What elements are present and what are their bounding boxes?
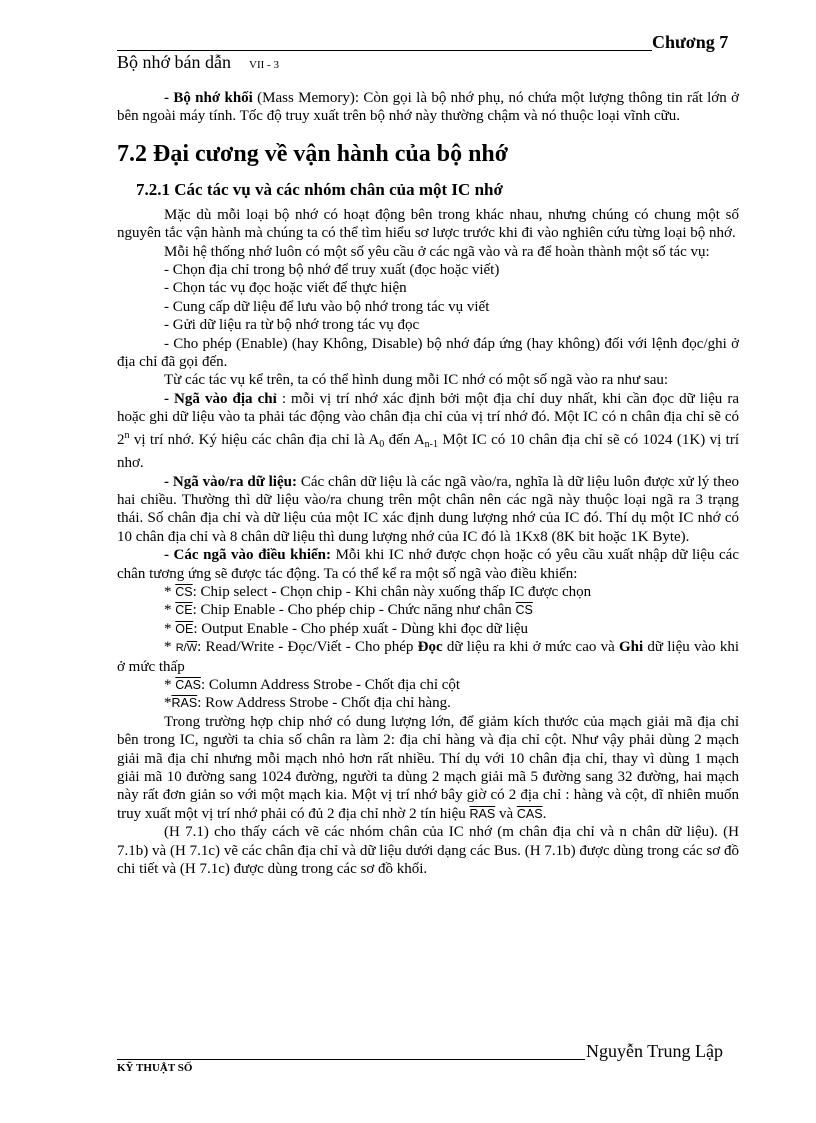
signal-rw-r: R/ xyxy=(175,642,187,655)
address-text-2: vị trí nhớ. Ký hiệu các chân địa chỉ là A xyxy=(129,431,380,448)
data-text: Các chân dữ liệu là các ngã vào/ra, nghĩa là dữ liệu luôn được xử lý theo hai chiều. Thường thì dữ liệu vào/ra chung trên một chân nên các ngã này thuộc loại ngã ra 3 trạng thái. Số chân địa chỉ và dữ liệu của một IC xác định dung lượng nhớ của IC đó. Thí dụ một IC nhớ có 10 chân địa chỉ và 8 chân dữ liệu thì dung lượng nhớ của IC đó là 1Kx8 (8K bit hoặc 1K Byte). xyxy=(117,473,739,545)
header-page-number: VII - 3 xyxy=(249,59,279,71)
footer-book-title: KỸ THUẬT SỐ xyxy=(117,1062,193,1074)
control-term: - Các ngã vào điều khiển: xyxy=(164,547,332,564)
address-sub-n1: n-1 xyxy=(424,438,439,450)
header-rule xyxy=(117,50,652,51)
signal-rw: * $R/\overline{W}$: Read/Write - Đọc/Viết - Cho phép Đọc dữ liệu ra khi ở mức cao và Ghi dữ liệu vào khi ở mức thấp xyxy=(117,639,740,675)
control-paragraph xyxy=(117,546,739,583)
signal-ce-ref: $\overline{CS}$ xyxy=(515,603,533,618)
signal-cs-name: $\overline{CS}$ xyxy=(175,584,193,599)
paragraph-5: (H 7.1) cho thấy cách vẽ các nhóm chân của IC nhớ (m chân địa chỉ và n chân dữ liệu). (H 7.1b) và (H 7.1c) vẽ các chân địa chỉ và dữ liệu dưới dạng các Bus. (H 7.1b) được dùng trong các sơ đồ chi tiết và (H 7.1c) được dùng trong các sơ đồ khối. xyxy=(117,824,739,878)
task-item: - Cung cấp dữ liệu để lưu vào bộ nhớ trong tác vụ viết xyxy=(164,298,490,315)
address-text-1: : mỗi vị trí nhớ xác định bởi một địa chỉ duy nhất, khi cần đọc dữ liệu ra hoặc ghi dữ liệu vào ta phải tác động vào chân địa chỉ của vị trí nhớ đó. Một IC có n chân địa chỉ sẽ có 2 xyxy=(117,390,739,448)
footer-rule xyxy=(117,1059,585,1060)
address-sup-n: n xyxy=(124,429,130,441)
address-sub-0: 0 xyxy=(379,438,385,450)
paragraph-4 xyxy=(117,713,739,823)
task-item: - Chọn địa chỉ trong bộ nhớ để truy xuất (đọc hoặc viết) xyxy=(164,262,500,279)
paragraph-4-text: Trong trường hợp chip nhớ có dung lượng lớn, để giảm kích thước của mạch giải mã địa chỉ bên trong IC, người ta chia số chân ra làm 2: địa chỉ hàng và địa chỉ cột. Như vậy phải dùng 2 mạch giải mã địa chỉ nhưng mỗi mạch nhỏ hơn rất nhiều. Thí dụ với 10 chân địa chỉ, thay vì dùng 1 mạch giải mã 10 đường sang 1024 đường, người ta dùng 2 mạch giải mã 5 đường sang 32 đường, hai mạch này rất đơn giản so với một mạch kia. Một vị trí nhớ bây giờ có 2 địa chỉ : hàng và cột, dĩ nhiên muốn truy xuất một vị trí nhớ phải có đủ 2 địa chỉ nhờ 2 tín hiệu xyxy=(117,713,739,822)
control-text: Mỗi khi IC nhớ được chọn hoặc có yêu cầu xuất nhập dữ liệu các chân tương ứng sẽ được tác động. Ta có thể kể ra một số ngã vào điều khiển: xyxy=(117,547,739,582)
address-paragraph xyxy=(117,390,739,473)
paragraph-1: Mặc dù mỗi loại bộ nhớ có hoạt động bên trong khác nhau, nhưng chúng có chung một số nguyên tắc vận hành mà chúng ta có thể tìm hiểu sơ lược trước khi đi vào nghiên cứu từng loại bộ nhớ. xyxy=(117,206,739,242)
signal-ce: * $\overline{CE}$: Chip Enable - Cho phép chip - Chức năng như chân $\overline{CS}$ xyxy=(164,602,533,619)
page-body xyxy=(117,89,739,878)
data-paragraph xyxy=(117,473,739,547)
signal-rw-w: $\overline{W}$ xyxy=(186,642,198,655)
paragraph-4-end: . xyxy=(542,805,547,822)
header-title xyxy=(117,52,279,73)
signal-cas: * $\overline{CAS}$: Column Address Strobe - Chốt địa chỉ cột xyxy=(164,676,461,693)
signal-ras: $*\overline{RAS}$: Row Address Strobe - Chốt địa chỉ hàng. xyxy=(164,695,451,712)
signal-cas-text: : Column Address Strobe - Chốt địa chỉ cột xyxy=(200,676,461,693)
address-term: - Ngã vào địa chỉ xyxy=(164,390,277,407)
signal-ras-text: : Row Address Strobe - Chốt địa chỉ hàng. xyxy=(197,695,451,712)
address-text-3: đến A xyxy=(384,431,425,448)
header-title-text: Bộ nhớ bán dẫn xyxy=(117,52,232,72)
footer-author: Nguyễn Trung Lập xyxy=(586,1041,724,1061)
signal-rw-text-3: dữ liệu vào khi ở mức thấp xyxy=(117,639,740,675)
paragraph-4-cas: $\overline{CAS}$ xyxy=(516,806,543,821)
paragraph-3: Từ các tác vụ kể trên, ta có thể hình dung mỗi IC nhớ có một số ngã vào ra như sau: xyxy=(164,372,669,389)
signal-ce-text: : Chip Enable - Cho phép chip - Chức năng như chân xyxy=(192,602,516,619)
signal-rw-text-2: dữ liệu ra khi ở mức cao và xyxy=(442,639,619,656)
task-item: - Chọn tác vụ đọc hoặc viết để thực hiện xyxy=(164,280,407,297)
signal-cs: * $\overline{CS}$: Chip select - Chọn chip - Khi chân này xuống thấp IC được chọn xyxy=(164,583,592,600)
signal-oe-text: : Output Enable - Cho phép xuất - Dùng khi đọc dữ liệu xyxy=(193,620,529,637)
paragraph-2: Mỗi hệ thống nhớ luôn có một số yêu cầu ở các ngã vào và ra để hoàn thành một số tác vụ: xyxy=(164,243,710,260)
paragraph-4-and: và xyxy=(495,805,517,822)
intro-paragraph xyxy=(117,89,739,126)
signal-rw-text-1: : Read/Write - Đọc/Viết - Cho phép xyxy=(197,639,418,656)
task-item: - Gửi dữ liệu ra từ bộ nhớ trong tác vụ đọc xyxy=(164,317,420,334)
signal-rw-write: Ghi xyxy=(618,639,644,656)
subsection-heading: 7.2.1 Các tác vụ và các nhóm chân của một IC nhớ xyxy=(136,179,503,199)
signal-ce-name: $\overline{CE}$ xyxy=(175,603,193,618)
data-term: - Ngã vào/ra dữ liệu: xyxy=(164,473,297,490)
task-item: - Cho phép (Enable) (hay Không, Disable) bộ nhớ đáp ứng (hay không) đối với lệnh đọc/ghi ở địa chỉ đã gọi đến. xyxy=(117,335,739,371)
address-text-4: Một IC có 10 chân địa chỉ sẽ có 1024 (1K) vị trí nhơ. xyxy=(117,431,740,472)
paragraph-4-ras: $\overline{RAS}$ xyxy=(469,806,496,821)
chapter-label: Chương 7 xyxy=(652,32,729,52)
signal-cs-text: : Chip select - Chọn chip - Khi chân này xuống thấp IC được chọn xyxy=(192,583,592,600)
intro-text: (Mass Memory): Còn gọi là bộ nhớ phụ, nó chứa một lượng thông tin rất lớn ở bên ngoài máy tính. Tốc độ truy xuất trên bộ nhớ này thường chậm và nó thuộc loại vĩnh cữu. xyxy=(117,90,740,125)
signal-oe-name: $\overline{OE}$ xyxy=(175,621,194,636)
section-heading: 7.2 Đại cương về vận hành của bộ nhớ xyxy=(117,140,509,167)
signal-ras-name: $\overline{RAS}$ xyxy=(171,696,198,711)
signal-oe: * $\overline{OE}$: Output Enable - Cho phép xuất - Dùng khi đọc dữ liệu xyxy=(164,620,529,637)
signal-cas-name: $\overline{CAS}$ xyxy=(175,677,201,692)
signal-rw-read: Đọc xyxy=(417,639,443,656)
intro-term: - Bộ nhớ khối xyxy=(164,90,253,106)
